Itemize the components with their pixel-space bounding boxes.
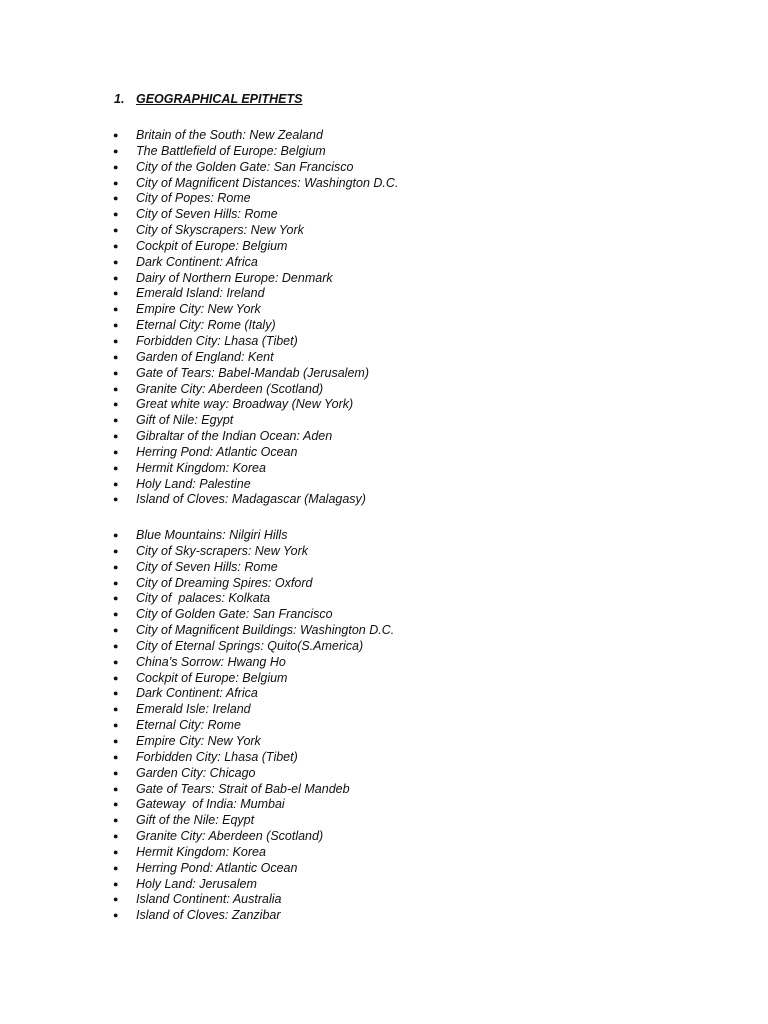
bullet-icon: ● <box>113 335 119 346</box>
list-item <box>0 845 394 861</box>
list-item-text: City of Seven Hills: Rome <box>136 559 278 574</box>
bullet-icon: ● <box>113 910 119 921</box>
bullet-icon: ● <box>113 593 119 604</box>
list-item-text: Gift of Nile: Egypt <box>136 413 234 428</box>
bullet-icon: ● <box>113 446 119 457</box>
epithet-list-first <box>0 128 398 508</box>
list-item-text: Hermit Kingdom: Korea <box>136 844 266 859</box>
list-item-text: Herring Pond: Atlantic Ocean <box>136 444 298 459</box>
bullet-icon: ● <box>113 846 119 857</box>
list-item <box>0 734 394 750</box>
list-item <box>0 607 394 623</box>
bullet-icon: ● <box>113 625 119 636</box>
list-item <box>0 544 394 560</box>
list-item-text: Empire City: New York <box>136 302 261 317</box>
list-item-text: Forbidden City: Lhasa (Tibet) <box>136 333 298 348</box>
list-item <box>0 445 398 461</box>
list-item-text: City of Sky-scrapers: New York <box>136 543 309 558</box>
list-item <box>0 750 394 766</box>
list-item-text: Forbidden City: Lhasa (Tibet) <box>136 749 298 764</box>
list-item-text: City of Magnificent Distances: Washington D.C. <box>136 175 399 190</box>
list-item <box>0 144 398 160</box>
bullet-icon: ● <box>113 320 119 331</box>
list-item <box>0 239 398 255</box>
bullet-icon: ● <box>113 656 119 667</box>
list-item-text: City of Dreaming Spires: Oxford <box>136 575 313 590</box>
bullet-icon: ● <box>113 130 119 140</box>
bullet-icon: ● <box>113 640 119 651</box>
list-item-text: City of Golden Gate: San Francisco <box>136 607 333 622</box>
bullet-icon: ● <box>113 751 119 762</box>
list-item-text: Britain of the South: New Zealand <box>136 128 323 142</box>
list-item <box>0 877 394 893</box>
list-item-text: China’s Sorrow: Hwang Ho <box>136 654 286 669</box>
list-item-text: Herring Pond: Atlantic Ocean <box>136 860 298 875</box>
list-item-text: City of Eternal Springs: Quito(S.America) <box>136 638 364 653</box>
list-item <box>0 908 394 924</box>
bullet-icon: ● <box>113 177 119 188</box>
list-item <box>0 271 398 287</box>
bullet-icon: ● <box>113 399 119 410</box>
list-item-text: Emerald Isle: Ireland <box>136 702 251 717</box>
list-item <box>0 576 394 592</box>
bullet-icon: ● <box>113 304 119 315</box>
list-item <box>0 813 394 829</box>
list-item-text: Garden City: Chicago <box>136 765 256 780</box>
list-item-text: Holy Land: Jerusalem <box>136 876 257 891</box>
list-item <box>0 461 398 477</box>
list-item <box>0 591 394 607</box>
bullet-icon: ● <box>113 815 119 826</box>
list-item-text: City of palaces: Kolkata <box>136 591 271 606</box>
list-item-text: Holy Land: Palestine <box>136 476 251 491</box>
list-item-text: Emerald Island: Ireland <box>136 286 265 301</box>
list-item-text: City of Magnificent Buildings: Washington D.C. <box>136 623 395 638</box>
list-item-text: Granite City: Aberdeen (Scotland) <box>136 829 324 844</box>
list-item-text: Island of Cloves: Zanzibar <box>136 908 281 923</box>
list-item <box>0 160 398 176</box>
list-item <box>0 671 394 687</box>
list-item <box>0 382 398 398</box>
list-item <box>0 623 394 639</box>
list-item-text: Dark Continent: Africa <box>136 254 258 269</box>
list-item-text: Gate of Tears: Babel-Mandab (Jerusalem) <box>136 365 369 380</box>
list-item <box>0 686 394 702</box>
bullet-icon: ● <box>113 704 119 715</box>
bullet-icon: ● <box>113 145 119 156</box>
list-item-text: Blue Mountains: Nilgiri Hills <box>136 528 288 542</box>
section-title: GEOGRAPHICAL EPITHETS <box>136 92 303 106</box>
list-item <box>0 176 398 192</box>
list-item <box>0 782 394 798</box>
bullet-icon: ● <box>113 383 119 394</box>
list-item <box>0 702 394 718</box>
list-item <box>0 334 398 350</box>
list-item-text: Eternal City: Rome (Italy) <box>136 318 276 333</box>
bullet-icon: ● <box>113 494 119 505</box>
list-item-text: Great white way: Broadway (New York) <box>136 397 354 412</box>
bullet-icon: ● <box>113 288 119 299</box>
list-item <box>0 766 394 782</box>
list-item-text: City of Seven Hills: Rome <box>136 207 278 222</box>
list-item-text: Hermit Kingdom: Korea <box>136 460 266 475</box>
section-number: 1. <box>114 92 125 106</box>
list-item-text: Gateway of India: Mumbai <box>136 797 285 812</box>
list-item <box>0 560 394 576</box>
list-item-text: Gate of Tears: Strait of Bab-el Mandeb <box>136 781 350 796</box>
list-item <box>0 655 394 671</box>
bullet-icon: ● <box>113 688 119 699</box>
list-item-text: City of Skyscrapers: New York <box>136 223 304 238</box>
list-item-text: Gift of the Nile: Eqypt <box>136 813 255 828</box>
bullet-icon: ● <box>113 862 119 873</box>
list-item-text: Dark Continent: Africa <box>136 686 258 701</box>
list-item <box>0 302 398 318</box>
bullet-icon: ● <box>113 225 119 236</box>
bullet-icon: ● <box>113 609 119 620</box>
list-item <box>0 492 398 508</box>
list-item <box>0 797 394 813</box>
list-item-text: Eternal City: Rome <box>136 718 241 733</box>
bullet-icon: ● <box>113 894 119 905</box>
list-item <box>0 429 398 445</box>
list-item-text: Gibraltar of the Indian Ocean: Aden <box>136 429 333 444</box>
bullet-icon: ● <box>113 240 119 251</box>
bullet-icon: ● <box>113 272 119 283</box>
bullet-icon: ● <box>113 415 119 426</box>
epithet-list-second <box>0 528 394 924</box>
bullet-icon: ● <box>113 720 119 731</box>
bullet-icon: ● <box>113 783 119 794</box>
bullet-icon: ● <box>113 735 119 746</box>
list-item <box>0 286 398 302</box>
list-item <box>0 128 398 144</box>
bullet-icon: ● <box>113 799 119 810</box>
bullet-icon: ● <box>113 193 119 204</box>
list-item <box>0 477 398 493</box>
list-item <box>0 892 394 908</box>
list-item-text: Garden of England: Kent <box>136 349 274 364</box>
list-item-text: City of Popes: Rome <box>136 191 251 206</box>
list-item <box>0 318 398 334</box>
list-item <box>0 223 398 239</box>
list-item-text: Dairy of Northern Europe: Denmark <box>136 270 333 285</box>
list-item <box>0 255 398 271</box>
bullet-icon: ● <box>113 462 119 473</box>
bullet-icon: ● <box>113 878 119 889</box>
list-item-text: Island of Cloves: Madagascar (Malagasy) <box>136 492 366 507</box>
bullet-icon: ● <box>113 545 119 556</box>
bullet-icon: ● <box>113 431 119 442</box>
section-heading <box>114 92 302 106</box>
list-item <box>0 829 394 845</box>
bullet-icon: ● <box>113 577 119 588</box>
bullet-icon: ● <box>113 478 119 489</box>
bullet-icon: ● <box>113 256 119 267</box>
list-item <box>0 528 394 544</box>
list-item-text: Cockpit of Europe: Belgium <box>136 238 288 253</box>
list-item <box>0 191 398 207</box>
list-item-text: City of the Golden Gate: San Francisco <box>136 159 354 174</box>
list-item-text: The Battlefield of Europe: Belgium <box>136 143 326 158</box>
bullet-icon: ● <box>113 530 119 540</box>
bullet-icon: ● <box>113 351 119 362</box>
list-item <box>0 861 394 877</box>
list-item <box>0 639 394 655</box>
bullet-icon: ● <box>113 767 119 778</box>
list-item-text: Cockpit of Europe: Belgium <box>136 670 288 685</box>
list-item-text: Granite City: Aberdeen (Scotland) <box>136 381 324 396</box>
bullet-icon: ● <box>113 209 119 220</box>
bullet-icon: ● <box>113 561 119 572</box>
list-item <box>0 207 398 223</box>
list-item <box>0 718 394 734</box>
list-item <box>0 397 398 413</box>
bullet-icon: ● <box>113 367 119 378</box>
list-item <box>0 413 398 429</box>
list-item <box>0 366 398 382</box>
list-item <box>0 350 398 366</box>
list-item-text: Island Continent: Australia <box>136 892 282 907</box>
list-item-text: Empire City: New York <box>136 733 261 748</box>
bullet-icon: ● <box>113 161 119 172</box>
bullet-icon: ● <box>113 831 119 842</box>
bullet-icon: ● <box>113 672 119 683</box>
